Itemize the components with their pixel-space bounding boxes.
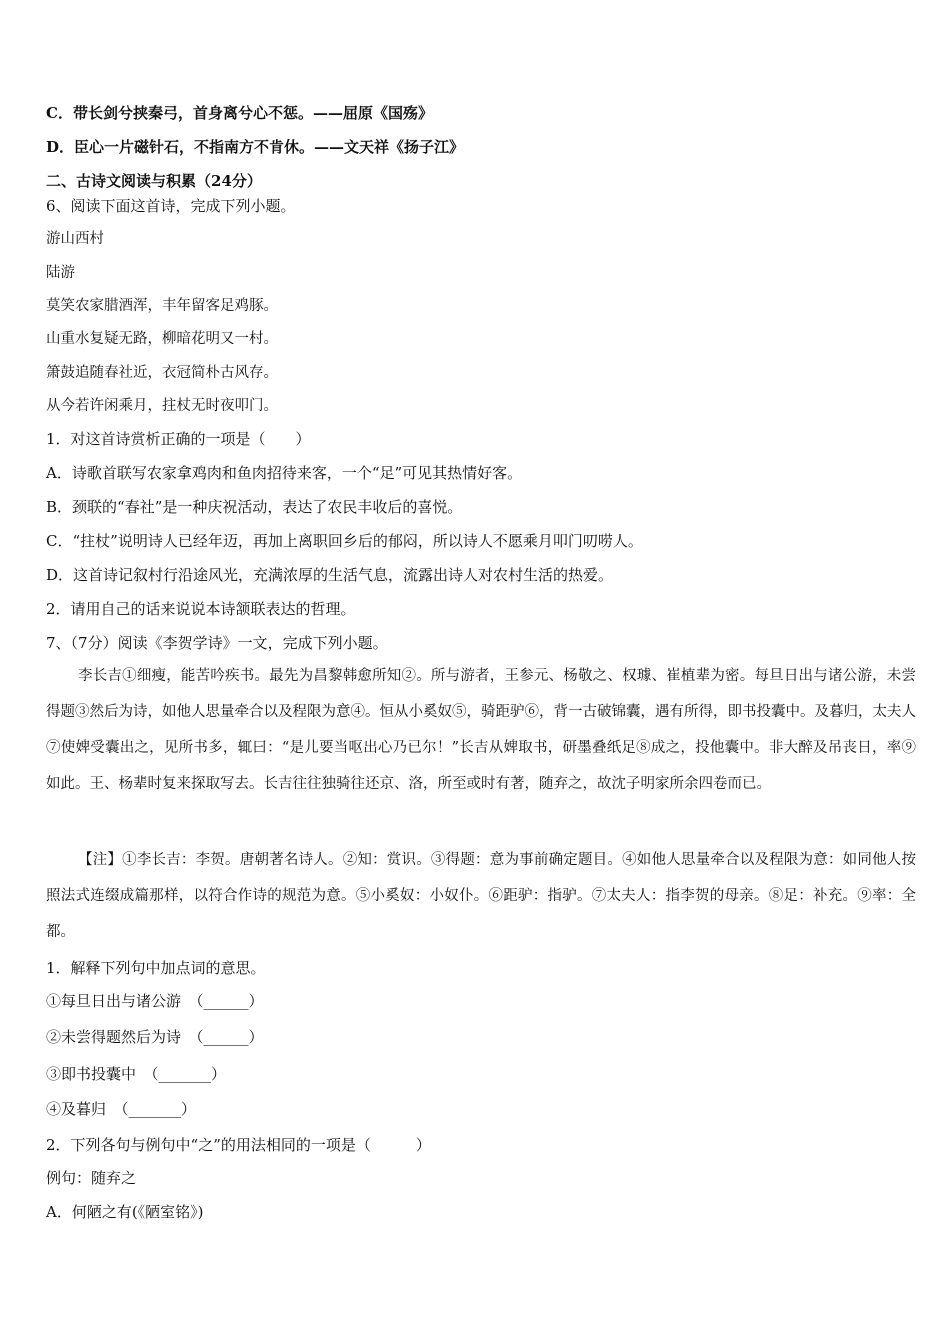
option-c: C．带长剑兮挟秦弓，首身离兮心不惩。——屈原《国殇》	[46, 104, 433, 122]
q7-sub2: 2．下列各句与例句中“之”的用法相同的一项是（ ）	[46, 1136, 431, 1154]
poem-line: 从今若许闲乘月，拄杖无时夜叩门。	[46, 398, 278, 414]
poem-author: 陆游	[46, 265, 75, 281]
poem-line: 箫鼓追随春社近，衣冠简朴古风存。	[46, 365, 278, 381]
option-d: D．臣心一片磁针石，不指南方不肯休。——文天祥《扬子江》	[46, 138, 465, 156]
q6-option-c: C．“拄杖”说明诗人已经年迈，再加上离职回乡后的郁闷，所以诗人不愿乘月叩门叨唠人。	[46, 532, 643, 550]
q6-option-b: B．颈联的“春社”是一种庆祝活动，表达了农民丰收后的喜悦。	[46, 498, 463, 516]
q6-sub2: 2．请用自己的话来说说本诗颔联表达的哲理。	[46, 600, 356, 618]
q7-note: 【注】①李长吉：李贺。唐朝著名诗人。②知：赏识。③得题：意为事前确定题目。④如他人思量牵合以及程限为意：如同他人按照法式连缀成篇那样，以符合作诗的规范为意。⑤小奚奴：小奴仆。⑥距驴：指驴。⑦太夫人：指李贺的母亲。⑧足：补充。⑨率：全都。	[46, 852, 916, 940]
q6-option-a: A．诗歌首联写农家拿鸡肉和鱼肉招待来客，一个“足”可见其热情好客。	[46, 464, 523, 482]
q7-option-a: A．何陋之有(《陋室铭》)	[46, 1203, 204, 1221]
q7-intro: 7、（7分）阅读《李贺学诗》一文，完成下列小题。	[46, 634, 388, 652]
q7-example: 例句：随弃之	[46, 1169, 137, 1187]
poem-title: 游山西村	[46, 231, 104, 247]
poem-line: 山重水复疑无路，柳暗花明又一村。	[46, 331, 278, 347]
q6-intro: 6、阅读下面这首诗，完成下列小题。	[46, 197, 296, 215]
q7-item: ①每旦日出与诸公游 （______）	[46, 992, 264, 1010]
q7-sub1: 1．解释下列句中加点词的意思。	[46, 959, 266, 977]
q6-option-d: D．这首诗记叙村行沿途风光，充满浓厚的生活气息，流露出诗人对农村生活的热爱。	[46, 566, 614, 584]
q7-item: ③即书投囊中 （_______）	[46, 1065, 227, 1083]
q7-passage: 李长吉①细瘦，能苦吟疾书。最先为昌黎韩愈所知②。所与游者，王参元、杨敬之、权璩、崔植辈为密。每旦日出与诸公游，未尝得题③然后为诗，如他人思量牵合以及程限为意④。恒从小奚奴⑤，骑距驴⑥，背一古破锦囊，遇有所得，即书投囊中。及暮归，太夫人⑦使婢受囊出之，见所书多，辄曰：“是儿要当呕出心乃已尔！”长吉从婢取书，研墨叠纸足⑧成之，投他囊中。非大醉及吊丧日，率⑨如此。王、杨辈时复来探取写去。长吉往往独骑往还京、洛，所至或时有著，随弃之，故沈子明家所余四卷而已。	[46, 668, 916, 792]
section-heading: 二、古诗文阅读与积累（24分）	[46, 172, 262, 190]
q6-sub1: 1．对这首诗赏析正确的一项是（ ）	[46, 430, 311, 448]
poem-line: 莫笑农家腊酒浑，丰年留客足鸡豚。	[46, 298, 278, 314]
q7-item: ④及暮归 （_______）	[46, 1100, 197, 1118]
q7-item: ②未尝得题然后为诗 （______）	[46, 1028, 264, 1046]
